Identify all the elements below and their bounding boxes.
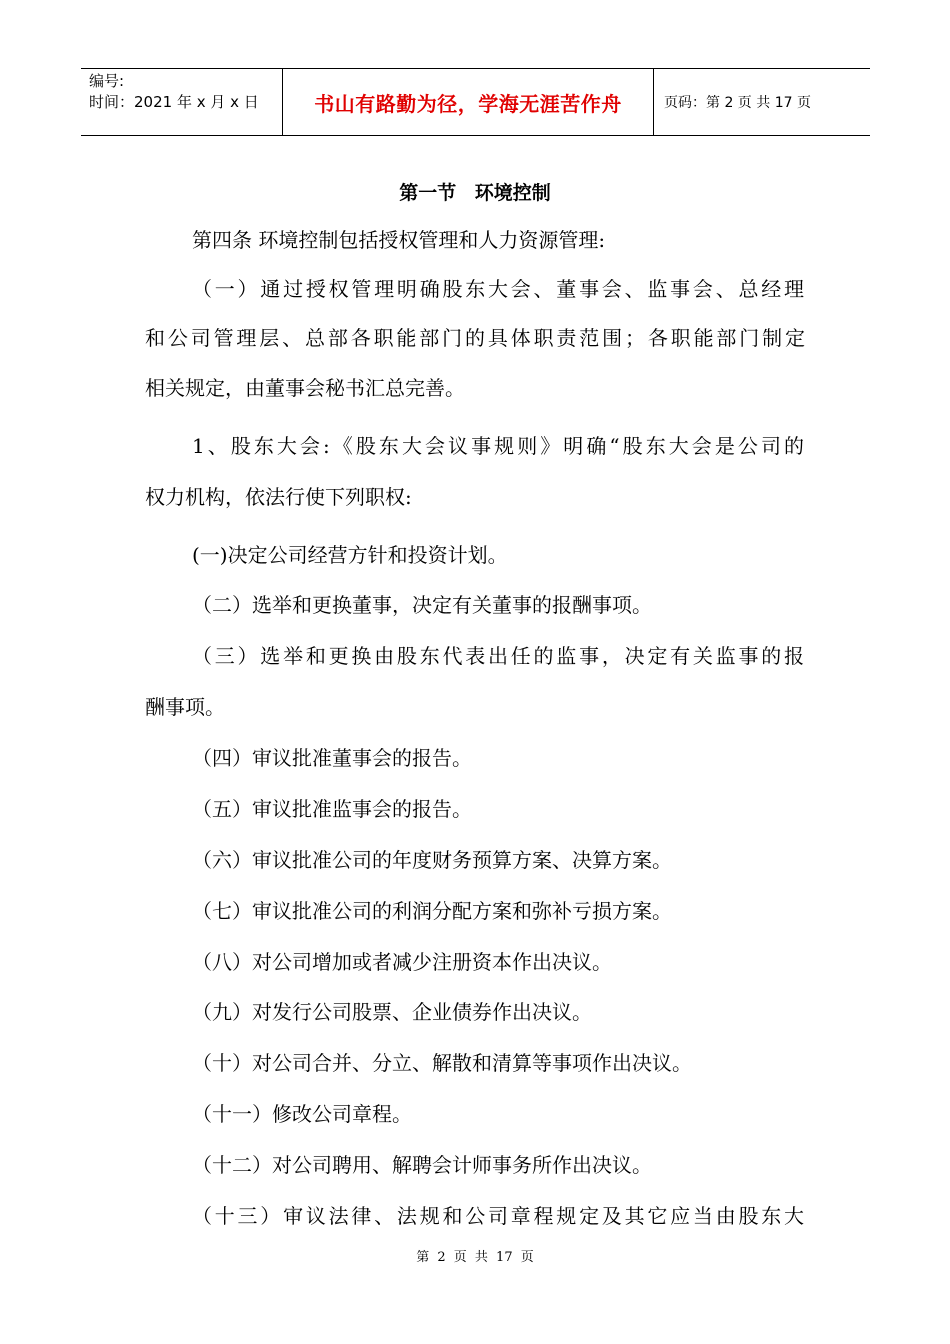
header-number-label: 编号:	[89, 72, 125, 90]
paragraph-line: （十二）对公司聘用、解聘会计师事务所作出决议。	[192, 1153, 652, 1177]
paragraph-line: 权力机构，依法行使下列职权:	[145, 485, 412, 509]
paragraph-line: 和公司管理层、总部各职能部门的具体职责范围；各职能部门制定	[145, 326, 805, 350]
paragraph-line: (一)决定公司经营方针和投资计划。	[192, 543, 508, 567]
header-motto: 书山有路勤为径，学海无涯苦作舟	[314, 91, 622, 116]
page-footer: 第 2 页 共 17 页	[416, 1250, 534, 1265]
paragraph-line: （十）对公司合并、分立、解散和清算等事项作出决议。	[192, 1051, 692, 1075]
paragraph-line: 第四条 环境控制包括授权管理和人力资源管理:	[192, 228, 606, 252]
paragraph-line: 1、股东大会:《股东大会议事规则》明确“股东大会是公司的	[192, 434, 804, 458]
paragraph-line: （六）审议批准公司的年度财务预算方案、决算方案。	[192, 848, 672, 872]
section-title: 第一节 环境控制	[399, 182, 551, 204]
header-motto-cell	[282, 69, 654, 135]
paragraph-line: （九）对发行公司股票、企业债券作出决议。	[192, 1000, 592, 1024]
document-header	[81, 68, 870, 136]
paragraph-line: （七）审议批准公司的利润分配方案和弥补亏损方案。	[192, 899, 672, 923]
paragraph-line: （十一）修改公司章程。	[192, 1102, 412, 1126]
header-meta	[81, 69, 282, 135]
header-time-label: 时间：2021 年 x 月 x 日	[89, 93, 259, 111]
paragraph-line: 相关规定，由董事会秘书汇总完善。	[145, 376, 465, 400]
paragraph-line: （十三）审议法律、法规和公司章程规定及其它应当由股东大	[192, 1204, 804, 1228]
paragraph-line: （一）通过授权管理明确股东大会、董事会、监事会、总经理	[192, 277, 804, 301]
paragraph-line: （五）审议批准监事会的报告。	[192, 797, 472, 821]
paragraph-line: （四）审议批准董事会的报告。	[192, 746, 472, 770]
paragraph-line: （二）选举和更换董事，决定有关董事的报酬事项。	[192, 593, 652, 617]
header-page-info: 页码：第 2 页 共 17 页	[664, 95, 811, 111]
paragraph-line: 酬事项。	[145, 695, 225, 719]
paragraph-line: （三）选举和更换由股东代表出任的监事，决定有关监事的报	[192, 644, 804, 668]
paragraph-line: （八）对公司增加或者减少注册资本作出决议。	[192, 950, 612, 974]
